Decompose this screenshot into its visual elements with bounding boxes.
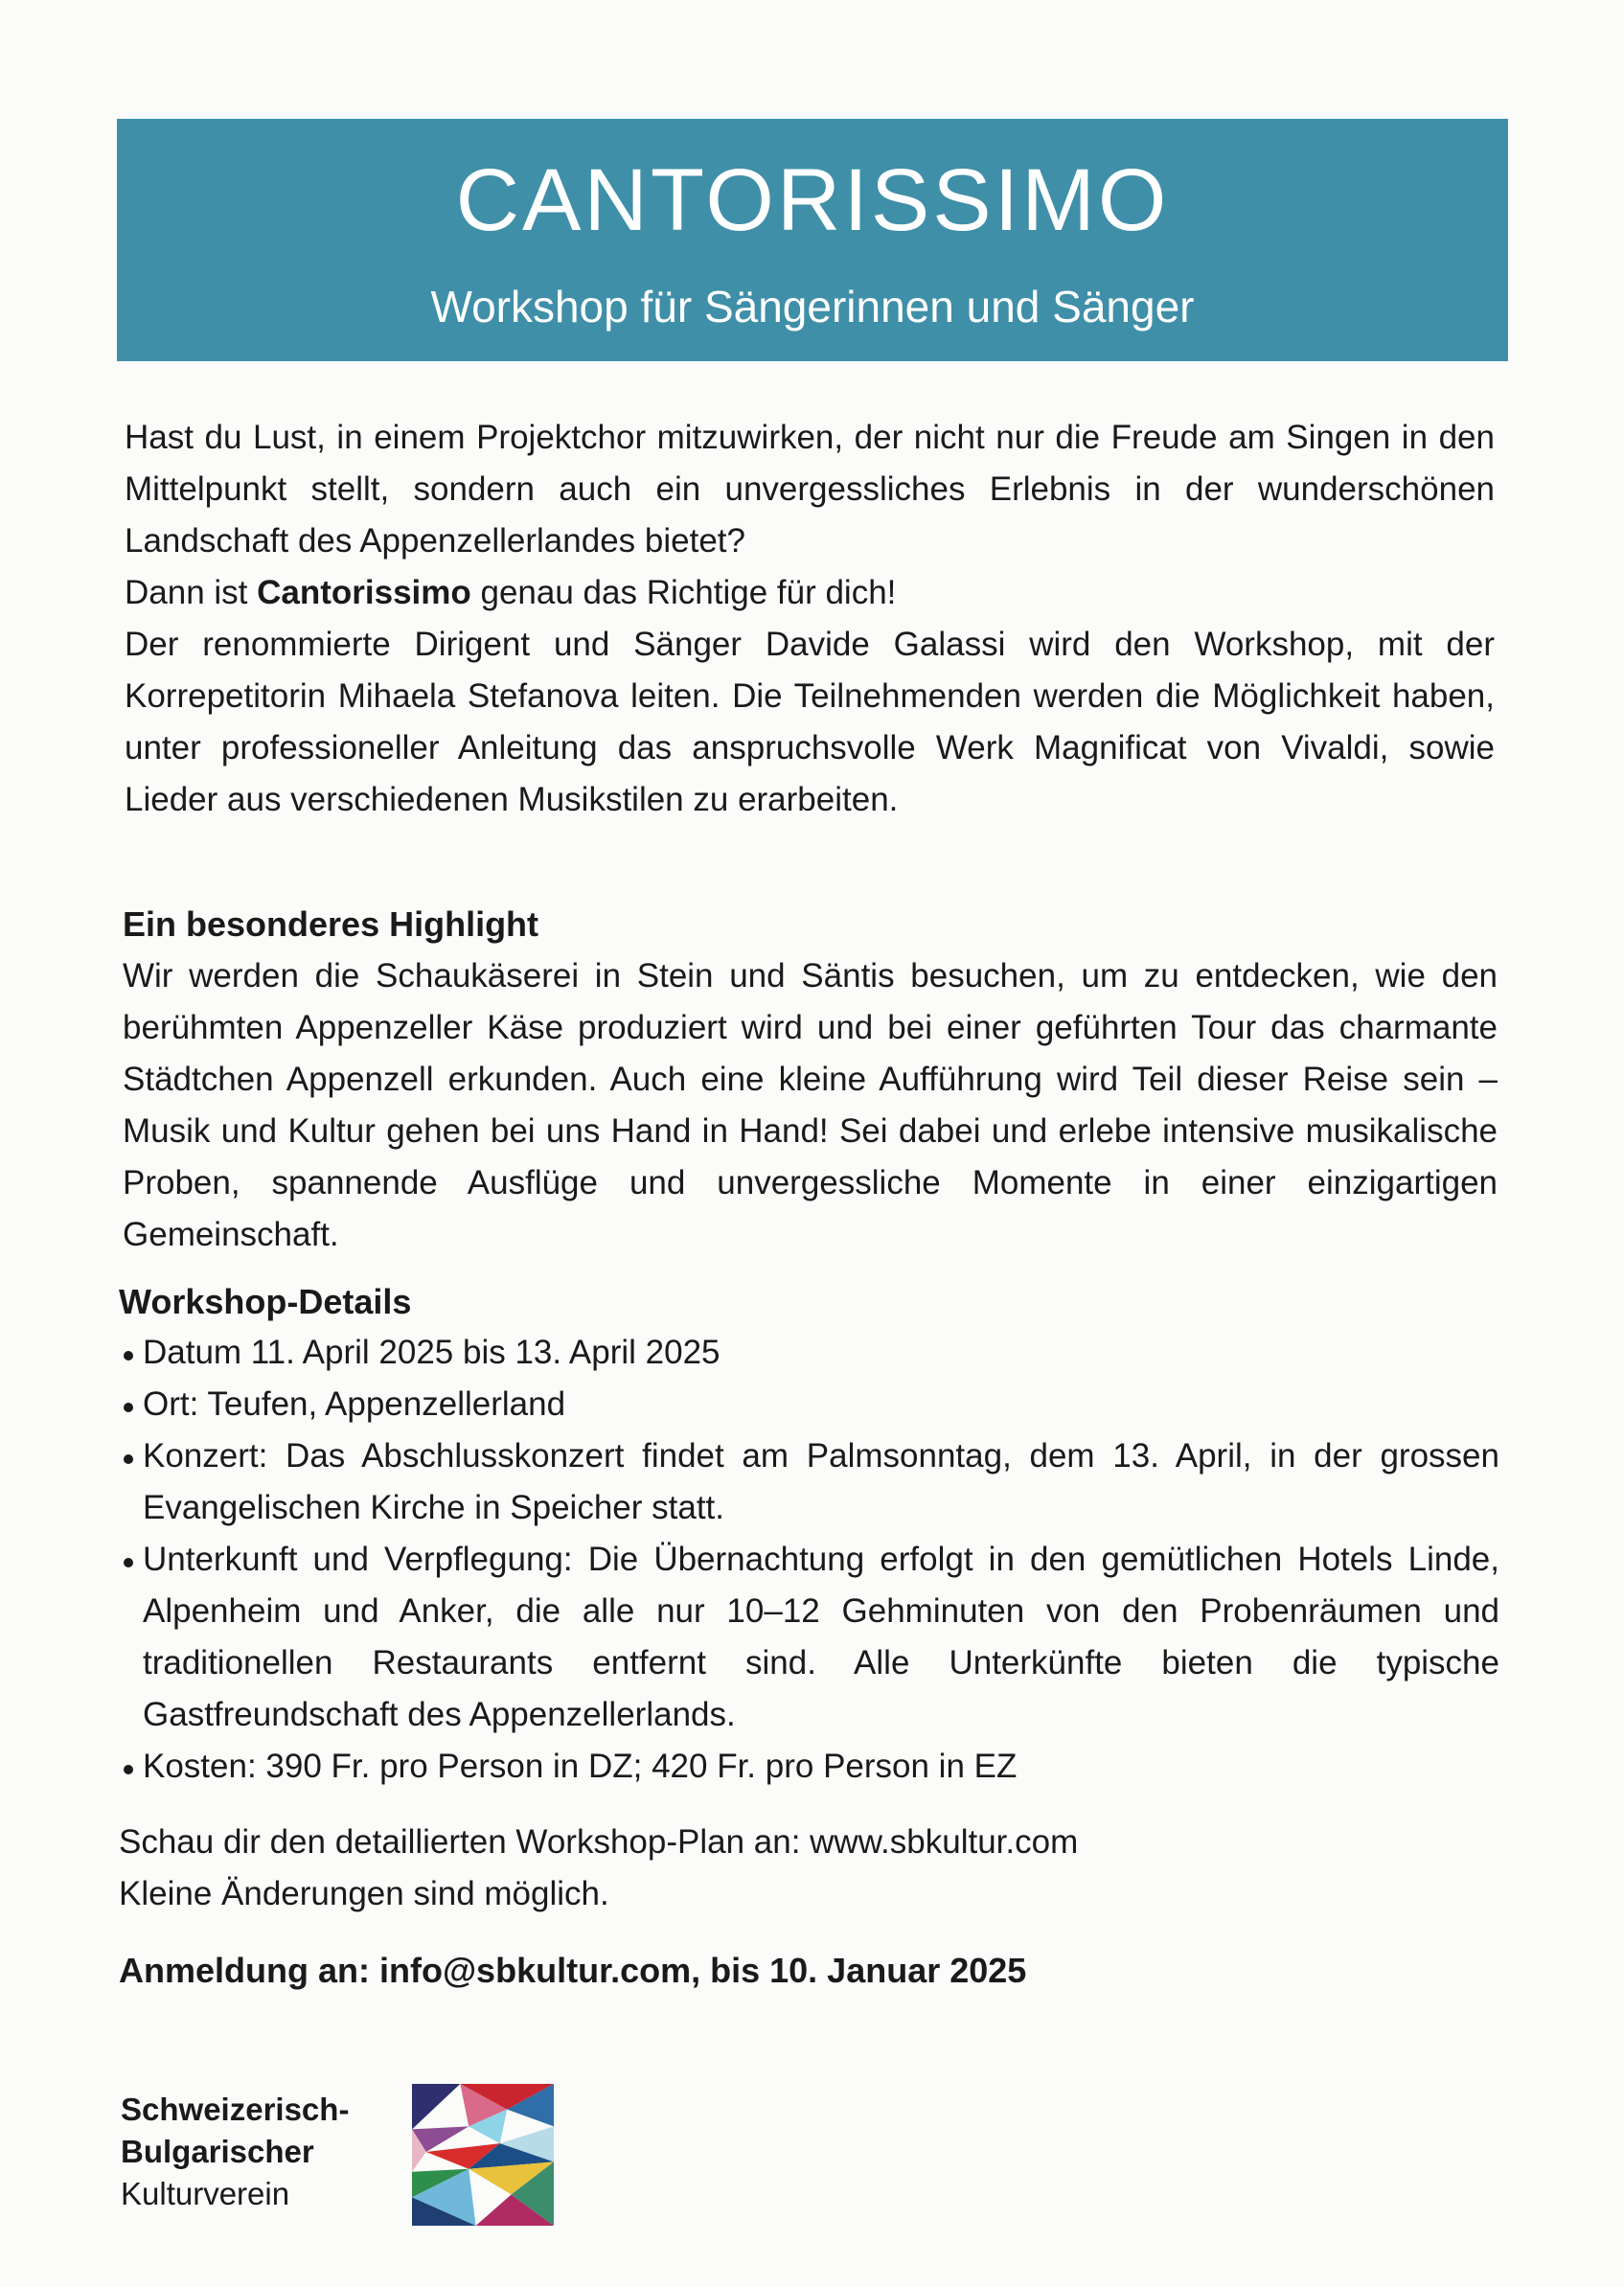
tagline-end: genau das Richtige für dich! <box>470 574 897 611</box>
page-title: CANTORISSIMO <box>455 151 1170 249</box>
intro-paragraph: Hast du Lust, in einem Projektchor mitzuwirken, der nicht nur die Freude am Singen in den Mittelpunkt stellt, sondern auch ein unvergessliches Erlebnis in der wunderschönen Landschaft des Appenzellerlandes bietet? <box>125 419 1495 560</box>
title-banner <box>117 119 1508 361</box>
detail-accommodation: Unterkunft und Verpflegung: Die Übernachtung erfolgt in den gemütlichen Hotels Linde, Alpenheim und Anker, die alle nur 10–12 Gehminuten von den Probenräumen und traditionellen Restaurants entfernt sind. Alle Unterkünfte bieten die typische Gastfreundschaft des Appenzellerlands. <box>120 1534 1499 1741</box>
intro-description: Der renommierte Dirigent und Sänger Davide Galassi wird den Workshop, mit der Korrepetitorin Mihaela Stefanova leiten. Die Teilnehmenden werden die Möglichkeit haben, unter professioneller Anleitung das anspruchsvolle Werk Magnificat von Vivaldi, sowie Lieder aus verschiedenen Musikstilen zu erarbeiten. <box>125 626 1495 818</box>
changes-note: Kleine Änderungen sind möglich. <box>119 1875 609 1912</box>
kaleidoscope-s-logo-icon <box>412 2082 554 2228</box>
org-line-2: Bulgarischer <box>121 2134 314 2169</box>
detail-cost: Kosten: 390 Fr. pro Person in DZ; 420 Fr. pro Person in EZ <box>120 1741 1499 1793</box>
detail-concert: Konzert: Das Abschlusskonzert findet am Palmsonntag, dem 13. April, in der grossen Evangelischen Kirche in Speicher statt. <box>120 1430 1499 1534</box>
organization-name <box>121 2089 349 2215</box>
page-subtitle: Workshop für Sängerinnen und Sänger <box>430 282 1195 332</box>
intro-tagline <box>125 567 1495 619</box>
registration-line: Anmeldung an: info@sbkultur.com, bis 10. Januar 2025 <box>119 1951 1027 1990</box>
highlight-text: Wir werden die Schaukäserei in Stein und Säntis besuchen, um zu entdecken, wie den berühmten Appenzeller Käse produziert wird und bei einer geführten Tour das charmante Städtchen Appenzell erkunden. Auch eine kleine Aufführung wird Teil dieser Reise sein – Musik und Kultur gehen bei uns Hand in Hand! Sei dabei und erlebe intensive musikalische Proben, spannende Ausflüge und unvergessliche Momente in einer einzigartigen Gemeinschaft. <box>123 957 1498 1253</box>
detail-location: Ort: Teufen, Appenzellerland <box>120 1379 1499 1430</box>
details-list <box>120 1327 1499 1793</box>
org-line-3: Kulturverein <box>121 2176 290 2211</box>
tagline-brand: Cantorissimo <box>257 574 471 611</box>
tagline-start: Dann ist <box>125 574 258 611</box>
details-heading: Workshop-Details <box>119 1282 412 1321</box>
highlight-heading: Ein besonderes Highlight <box>123 904 539 944</box>
org-line-1: Schweizerisch- <box>121 2092 350 2127</box>
detail-date: Datum 11. April 2025 bis 13. April 2025 <box>120 1327 1499 1379</box>
plan-line: Schau dir den detaillierten Workshop-Plan an: www.sbkultur.com <box>119 1823 1079 1861</box>
